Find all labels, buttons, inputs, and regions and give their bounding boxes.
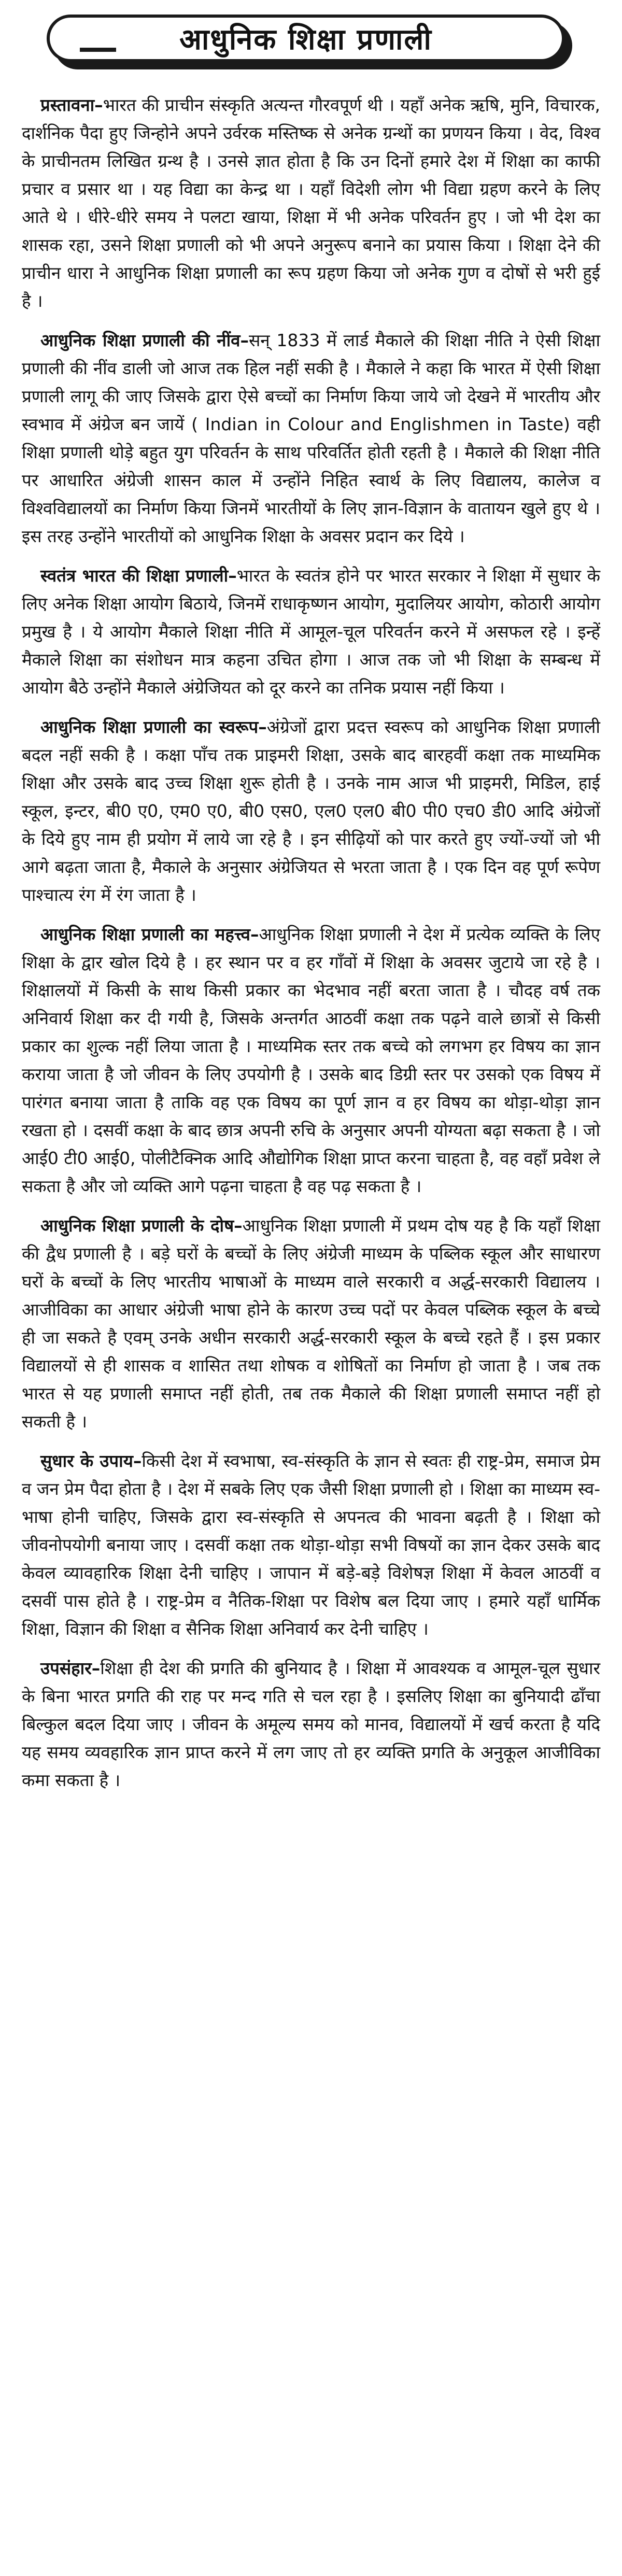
paragraph-heading: आधुनिक शिक्षा प्रणाली की नींव–	[40, 330, 249, 350]
paragraph-text: आधुनिक शिक्षा प्रणाली ने देश में प्रत्येक व्यक्ति के लिए शिक्षा के द्वार खोल दिये है । हर स्थान पर व हर गाँवों में शिक्षा के अवसर जुटाये जा रहे है । शिक्षालयों में किसी के साथ किसी प्रकार का भेदभाव नहीं बरता जाता है । चौदह वर्ष तक अनिवार्य शिक्षा कर दी गयी है, जिसके अन्तर्गत आठवीं कक्षा तक पढ़ने वाले छात्रों से किसी प्रकार का शुल्क नहीं लिया जाता है । माध्यमिक स्तर तक बच्चे को लगभग हर विषय का ज्ञान कराया जाता है जो जीवन के लिए उपयोगी है । उसके बाद डिग्री स्तर पर उसको एक विषय में पारंगत बनाया जाता है ताकि वह एक विषय का पूर्ण ज्ञान व हर विषय का थोड़ा-थोड़ा ज्ञान रखता हो । दसवीं कक्षा के बाद छात्र अपनी रुचि के अनुसार अपनी योग्यता बढ़ा सकता है । जो आई0 टी0 आई0, पोलीटैक्निक आदि औद्योगिक शिक्षा प्राप्त करना चाहता है, वह वहाँ प्रवेश ले सकता है और जो व्यक्ति आगे पढ़ना चाहता है वह पढ़ सकता है ।	[22, 924, 600, 1196]
page-title: आधुनिक शिक्षा प्रणाली	[179, 23, 432, 56]
paragraph-structure	[22, 713, 600, 909]
paragraph-heading: स्वतंत्र भारत की शिक्षा प्रणाली–	[40, 565, 237, 586]
paragraph-text: आधुनिक शिक्षा प्रणाली में प्रथम दोष यह है कि यहाँ शिक्षा की द्वैध प्रणाली है । बड़े घरों के बच्चों के लिए अंग्रेजी माध्यम के पब्लिक स्कूल और साधारण घरों के बच्चों के लिए भारतीय भाषाओं के माध्यम वाले सरकारी व अर्द्ध-सरकारी विद्यालय । आजीविका का आधार अंग्रेजी भाषा होने के कारण उच्च पदों पर केवल पब्लिक स्कूल के बच्चे ही जा सकते है एवम् उनके अधीन सरकारी अर्द्ध-सरकारी स्कूल के बच्चे रहते हैं । इस प्रकार विद्यालयों से ही शासक व शासित तथा शोषक व शोषितों का निर्माण हो जाता है । जब तक भारत से यह प्रणाली समाप्त नहीं होती, तब तक मैकाले की शिक्षा प्रणाली समाप्त नहीं हो सकती है ।	[22, 1215, 600, 1432]
essay-body	[22, 91, 600, 1794]
paragraph-heading: आधुनिक शिक्षा प्रणाली का स्वरूप–	[40, 717, 267, 737]
title-banner	[47, 15, 575, 72]
paragraph-reforms	[22, 1447, 600, 1643]
paragraph-text: अंग्रेजों द्वारा प्रदत्त स्वरूप को आधुनिक शिक्षा प्रणाली बदल नहीं सकी है । कक्षा पाँच तक प्राइमरी शिक्षा, उसके बाद बारहवीं कक्षा तक माध्यमिक शिक्षा और उसके बाद उच्च शिक्षा शुरू होती है । उनके नाम आज भी प्राइमरी, मिडिल, हाई स्कूल, इन्टर, बी0 ए0, एम0 ए0, बी0 एस0, एल0 एल0 बी0 पी0 एच0 डी0 आदि अंग्रेजों के दिये हुए नाम ही प्रयोग में लाये जा रहे है । इन सीढ़ियों को पार करते हुए ज्यों-ज्यों जो भी आगे बढ़ता जाता है, मैकाले के अनुसार अंग्रेजियत से भरता जाता है । एक दिन वह पूर्ण रूपेण पाश्चात्य रंग में रंग जाता है ।	[22, 717, 600, 905]
paragraph-text: भारत की प्राचीन संस्कृति अत्यन्त गौरवपूर्ण थी । यहाँ अनेक ऋषि, मुनि, विचारक, दार्शनिक पैदा हुए जिन्होने अपने उर्वरक मस्तिष्क से अनेक ग्रन्थों का प्रणयन किया । वेद, विश्व के प्राचीनतम लिखित ग्रन्थ है । उनसे ज्ञात होता है कि उन दिनों हमारे देश में शिक्षा का काफी प्रचार व प्रसार था । यह विद्या का केन्द्र था । यहाँ विदेशी लोग भी विद्या ग्रहण करने के लिए आते थे । धीरे-धीरे समय ने पलटा खाया, शिक्षा में भी अनेक परिवर्तन हुए । जो भी देश का शासक रहा, उसने शिक्षा प्रणाली को भी अपने अनुरूप बनाने का प्रयास किया । शिक्षा देने की प्राचीन धारा ने आधुनिक शिक्षा प्रणाली का रूप ग्रहण किया जो अनेक गुण व दोषों से भरी हुई है ।	[22, 95, 600, 311]
paragraph-heading: प्रस्तावना–	[40, 95, 103, 115]
paragraph-heading: उपसंहार–	[40, 1658, 101, 1678]
banner-decoration-bar	[80, 48, 116, 52]
paragraph-heading: आधुनिक शिक्षा प्रणाली का महत्त्व–	[40, 924, 259, 944]
paragraph-introduction	[22, 91, 600, 315]
paragraph-conclusion	[22, 1654, 600, 1794]
paragraph-text: शिक्षा ही देश की प्रगति की बुनियाद है । शिक्षा में आवश्यक व आमूल-चूल सुधार के बिना भारत प्रगति की राह पर मन्द गति से चल रहा है । इसलिए शिक्षा का बुनियादी ढाँचा बिल्कुल बदल दिया जाए । जीवन के अमूल्य समय को मानव, विद्यालयों में खर्च करता है यदि यह समय व्यवहारिक ज्ञान प्राप्त करने में लग जाए तो हर व्यक्ति प्रगति के अनुकूल आजीविका कमा सकता है ।	[22, 1658, 600, 1790]
paragraph-text: सन् 1833 में लार्ड मैकाले की शिक्षा नीति ने ऐसी शिक्षा प्रणाली की नींव डाली जो आज तक हिल नहीं सकी है । मैकाले ने कहा कि भारत में ऐसी शिक्षा प्रणाली लागू की जाए जिसके द्वारा ऐसे बच्चों का निर्माण किया जाये जो देखने में भारतीय और स्वभाव में अंग्रेज बन जायें ( Indian in Colour and Englishmen in Taste) वही शिक्षा प्रणाली थोड़े बहुत युग परिवर्तन के साथ परिवर्तित होती रहती है । मैकाले की शिक्षा नीति पर आधारित अंग्रेजी शासन काल में उन्होंने निहित स्वार्थ के लिए विद्यालय, कालेज व विश्वविद्यालयों का निर्माण किया जिनमें भारतीयों के लिए ज्ञान-विज्ञान के वातायन खुले हुए थे । इस तरह उन्होंने भारतीयों को आधुनिक शिक्षा के अवसर प्रदान कर दिये ।	[22, 330, 600, 546]
paragraph-text: भारत के स्वतंत्र होने पर भारत सरकार ने शिक्षा में सुधार के लिए अनेक शिक्षा आयोग बिठाये, जिनमें राधाकृष्णन आयोग, मुदालियर आयोग, कोठारी आयोग प्रमुख है । ये आयोग मैकाले शिक्षा नीति में आमूल-चूल परिवर्तन करने में असफल रहे । इन्हें मैकाले शिक्षा का संशोधन मात्र कहना उचित होगा । आज तक जो भी शिक्षा के सम्बन्ध में आयोग बैठे उन्होंने मैकाले अंग्रेजियत को दूर करने का तनिक प्रयास नहीं किया ।	[22, 565, 600, 698]
paragraph-text: किसी देश में स्वभाषा, स्व-संस्कृति के ज्ञान से स्वतः ही राष्ट्र-प्रेम, समाज प्रेम व जन प्रेम पैदा होता है । देश में सबके लिए एक जैसी शिक्षा प्रणाली हो । शिक्षा का माध्यम स्व-भाषा होनी चाहिए, जिसके द्वारा स्व-संस्कृति से अपनत्व की भावना बढ़ती है । शिक्षा को जीवनोपयोगी बनाया जाए । दसवीं कक्षा तक थोड़ा-थोड़ा सभी विषयों का ज्ञान देकर उसके बाद केवल व्यावहारिक शिक्षा देनी चाहिए । जापान में बड़े-बड़े विशेषज्ञ शिक्षा में केवल आठवीं व दसवीं पास होते है । राष्ट्र-प्रेम व नैतिक-शिक्षा पर विशेष बल दिया जाए । हमारे यहाँ धार्मिक शिक्षा, विज्ञान की शिक्षा व सैनिक शिक्षा अनिवार्य कर देनी चाहिए ।	[22, 1451, 600, 1639]
paragraph-heading: सुधार के उपाय–	[40, 1451, 142, 1471]
paragraph-defects	[22, 1212, 600, 1436]
paragraph-independent-india	[22, 562, 600, 702]
paragraph-heading: आधुनिक शिक्षा प्रणाली के दोष–	[40, 1215, 243, 1236]
banner-face	[47, 15, 565, 62]
paragraph-foundation	[22, 327, 600, 550]
paragraph-importance	[22, 921, 600, 1200]
